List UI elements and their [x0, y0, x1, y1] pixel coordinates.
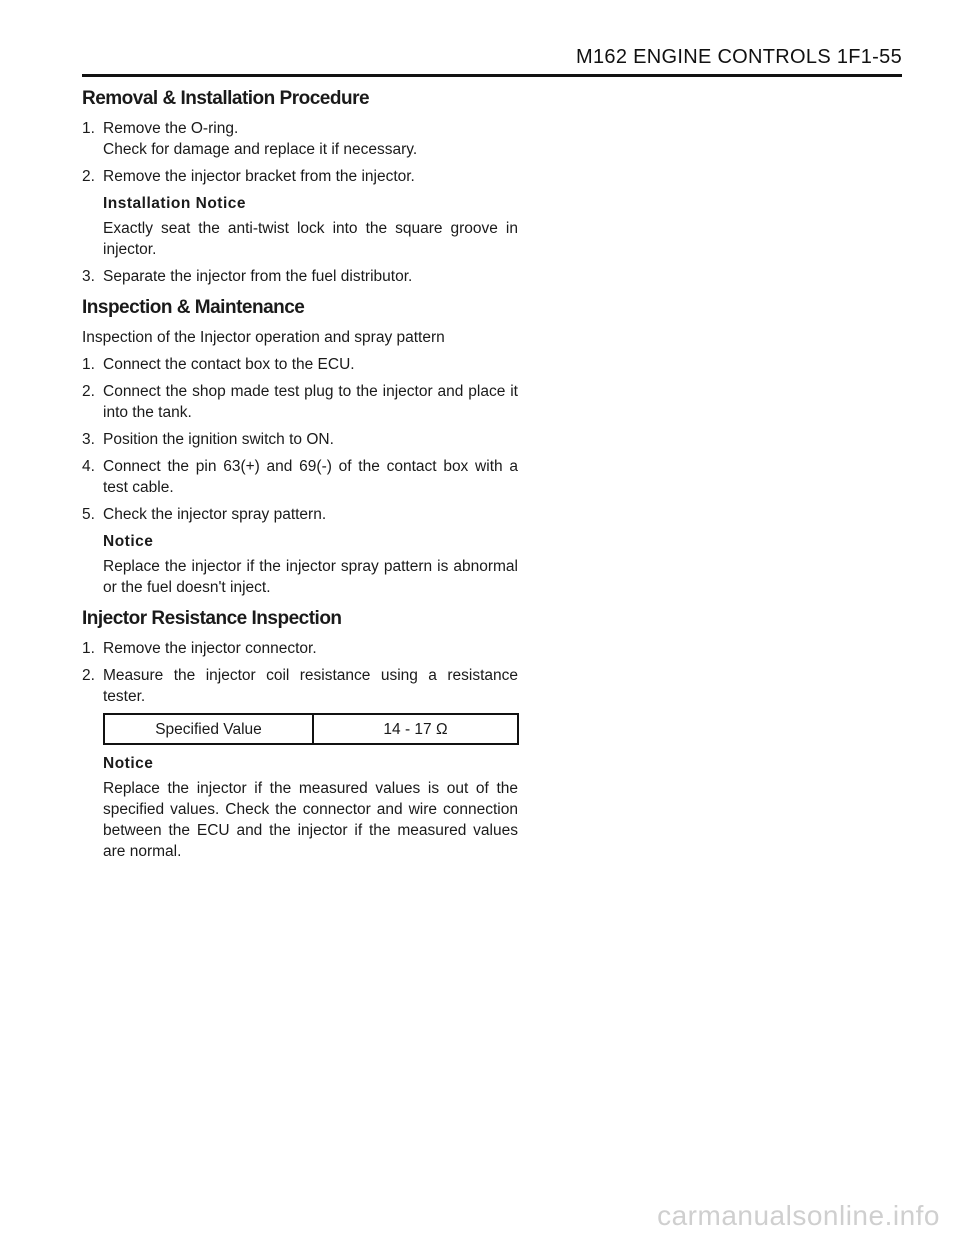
list-item — [82, 266, 518, 287]
spec-label-cell: Specified Value — [104, 714, 313, 744]
step-number: 1. — [82, 120, 95, 137]
section-injector-resistance — [82, 606, 518, 862]
step-text: Remove the injector bracket from the injector. — [103, 168, 415, 185]
step-main-text: Remove the O-ring. — [103, 120, 239, 137]
step-number: 3. — [82, 431, 95, 448]
step-number: 2. — [82, 168, 95, 185]
step-text: Measure the injector coil resistance using a resistance tester. — [103, 667, 518, 705]
list-item — [82, 166, 518, 187]
list-item — [82, 118, 518, 160]
step-number: 3. — [82, 268, 95, 285]
table-row — [104, 714, 518, 744]
notice — [103, 531, 518, 598]
section-removal-installation — [82, 86, 518, 287]
installation-notice — [103, 193, 518, 260]
notice — [103, 753, 518, 862]
step-text: Connect the contact box to the ECU. — [103, 356, 355, 373]
steps-list — [82, 354, 518, 525]
notice-body: Exactly seat the anti-twist lock into the square groove in injector. — [103, 220, 518, 258]
step-text: Connect the shop made test plug to the injector and place it into the tank. — [103, 383, 518, 421]
step-text: Remove the injector connector. — [103, 640, 317, 657]
list-item — [82, 504, 518, 525]
list-item — [82, 456, 518, 498]
step-number: 1. — [82, 640, 95, 657]
step-text: Check the injector spray pattern. — [103, 506, 327, 523]
page-content — [82, 86, 518, 870]
step-text: Connect the pin 63(+) and 69(-) of the contact box with a test cable. — [103, 458, 518, 496]
step-text: Separate the injector from the fuel distributor. — [103, 268, 413, 285]
steps-list — [82, 118, 518, 187]
step-text — [103, 118, 518, 160]
list-item — [82, 381, 518, 423]
list-item — [82, 665, 518, 707]
step-number: 4. — [82, 458, 95, 475]
list-item — [82, 429, 518, 450]
step-text: Position the ignition switch to ON. — [103, 431, 334, 448]
section-inspection-maintenance — [82, 295, 518, 598]
notice-title: Notice — [103, 533, 154, 550]
step-sub-text: Check for damage and replace it if necessary. — [103, 141, 418, 158]
notice-title: Notice — [103, 755, 154, 772]
list-item — [82, 638, 518, 659]
header-divider — [82, 74, 902, 77]
section-heading: Injector Resistance Inspection — [82, 608, 342, 629]
step-number: 2. — [82, 383, 95, 400]
step-number: 5. — [82, 506, 95, 523]
section-intro: Inspection of the Injector operation and spray pattern — [82, 329, 445, 346]
specified-value-table — [103, 713, 519, 745]
spec-value-cell: 14 - 17 Ω — [313, 714, 518, 744]
notice-body: Replace the injector if the measured values is out of the specified values. Check the connector and wire connection between the ECU and the injector if the measured values are normal. — [103, 780, 518, 860]
page-header-title: M162 ENGINE CONTROLS 1F1-55 — [576, 46, 902, 68]
section-heading: Removal & Installation Procedure — [82, 88, 370, 109]
steps-list — [82, 638, 518, 707]
step-number: 2. — [82, 667, 95, 684]
section-heading: Inspection & Maintenance — [82, 297, 305, 318]
steps-list — [82, 266, 518, 287]
notice-body: Replace the injector if the injector spray pattern is abnormal or the fuel doesn't inject. — [103, 558, 518, 596]
step-number: 1. — [82, 356, 95, 373]
notice-title: Installation Notice — [103, 195, 246, 212]
list-item — [82, 354, 518, 375]
watermark: carmanualsonline.info — [657, 1200, 940, 1231]
